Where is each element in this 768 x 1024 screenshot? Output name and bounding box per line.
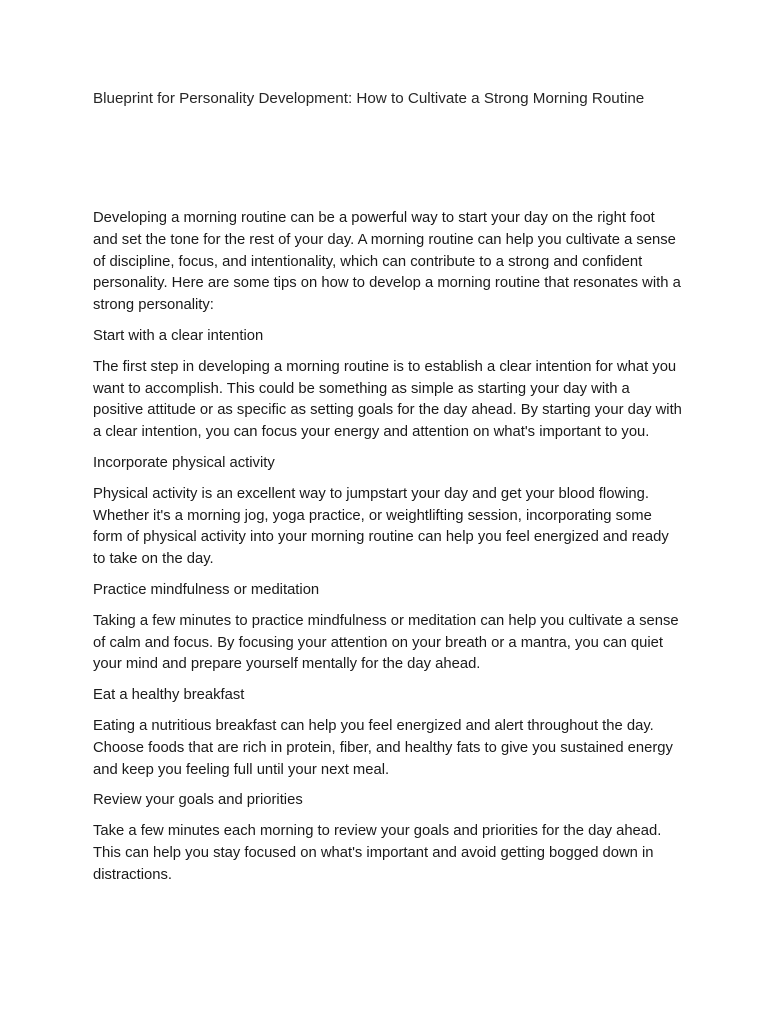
- section-goals: [93, 790, 683, 886]
- section-heading: Practice mindfulness or meditation: [93, 581, 320, 598]
- section-paragraph: Take a few minutes each morning to review your goals and priorities for the day ahead. This can help you stay focused on what's important and avoid getting bogged down in distractions.: [93, 823, 662, 883]
- section-heading: Eat a healthy breakfast: [93, 687, 245, 704]
- section-breakfast: [93, 685, 683, 781]
- document-title: Blueprint for Personality Development: How to Cultivate a Strong Morning Routine: [93, 90, 645, 107]
- section-paragraph: Eating a nutritious breakfast can help you feel energized and alert throughout the day. Choose foods that are rich in protein, fiber, and healthy fats to give you sustained energy and keep you feeling full until your next meal.: [93, 717, 673, 778]
- section-paragraph: Physical activity is an excellent way to jumpstart your day and get your blood flowing. Whether it's a morning jog, yoga practice, or weightlifting session, incorporating some form of physical activity into your morning routine can help you feel energized and ready to take on the day.: [93, 485, 669, 568]
- intro-paragraph: Developing a morning routine can be a powerful way to start your day on the right foot and set the tone for the rest of your day. A morning routine can help you cultivate a sense of discipline, focus, and intentionality, which can contribute to a strong and confident personality. Here are some tips on how to develop a morning routine that resonates with a strong personality:: [93, 210, 681, 314]
- section-intention: [93, 326, 683, 444]
- section-heading: Start with a clear intention: [93, 327, 264, 344]
- section-heading: Incorporate physical activity: [93, 454, 275, 471]
- section-paragraph: The first step in developing a morning routine is to establish a clear intention for what you want to accomplish. This could be something as simple as starting your day with a positive attitude or as specific as setting goals for the day ahead. By starting your day with a clear intention, you can focus your energy and attention on what's important to you.: [93, 358, 682, 441]
- section-mindfulness: [93, 580, 683, 676]
- section-heading: Review your goals and priorities: [93, 792, 303, 809]
- section-paragraph: Taking a few minutes to practice mindfulness or meditation can help you cultivate a sense of calm and focus. By focusing your attention on your breath or a mantra, you can quiet your mind and prepare yourself mentally for the day ahead.: [93, 612, 679, 673]
- document-body: [93, 208, 683, 896]
- section-physical-activity: [93, 453, 683, 571]
